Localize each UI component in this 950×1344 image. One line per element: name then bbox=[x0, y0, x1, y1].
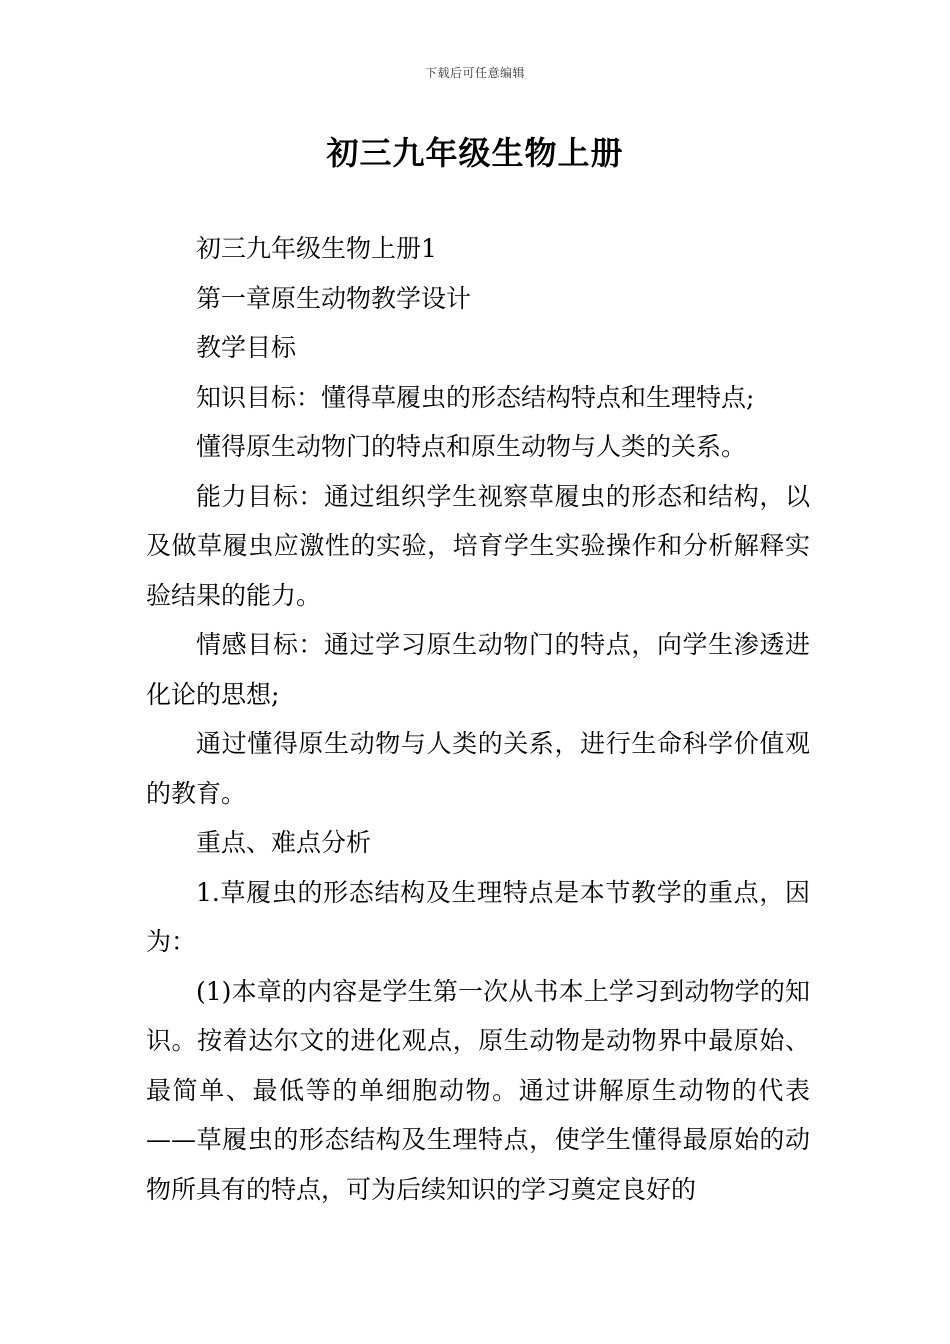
paragraph: 初三九年级生物上册1 bbox=[196, 234, 437, 263]
paragraph: 知识目标：懂得草履虫的形态结构特点和生理特点; bbox=[196, 382, 755, 412]
document-title: 初三九年级生物上册 bbox=[326, 134, 624, 172]
paragraph: 能力目标：通过组织学生视察草履虫的形态和结构，以及做草履虫应激性的实验，培育学生实验操作和分析解释实验结果的能力。 bbox=[146, 481, 810, 610]
paragraph: 通过懂得原生动物与人类的关系，进行生命科学价值观的教育。 bbox=[146, 729, 810, 808]
paragraph: 1.草履虫的形态结构及生理特点是本节教学的重点，因为： bbox=[146, 877, 810, 956]
paragraph: 第一章原生动物教学设计 bbox=[196, 283, 472, 313]
paragraph: (1)本章的内容是学生第一次从书本上学习到动物学的知识。按着达尔文的进化观点，原生动物是动物界中最原始、最简单、最低等的单细胞动物。通过讲解原生动物的代表——草履虫的形态结构及生理特点，使学生懂得最原始的动物所具有的特点，可为后续知识的学习奠定良好的 bbox=[146, 976, 810, 1204]
paragraph: 情感目标：通过学习原生动物门的特点，向学生渗透进化论的思想; bbox=[146, 630, 810, 709]
paragraph: 重点、难点分析 bbox=[196, 828, 372, 857]
document-body bbox=[146, 224, 810, 1214]
paragraph: 懂得原生动物门的特点和原生动物与人类的关系。 bbox=[196, 432, 747, 461]
header-note: 下载后可任意编辑 bbox=[424, 66, 525, 80]
paragraph: 教学目标 bbox=[196, 333, 297, 362]
